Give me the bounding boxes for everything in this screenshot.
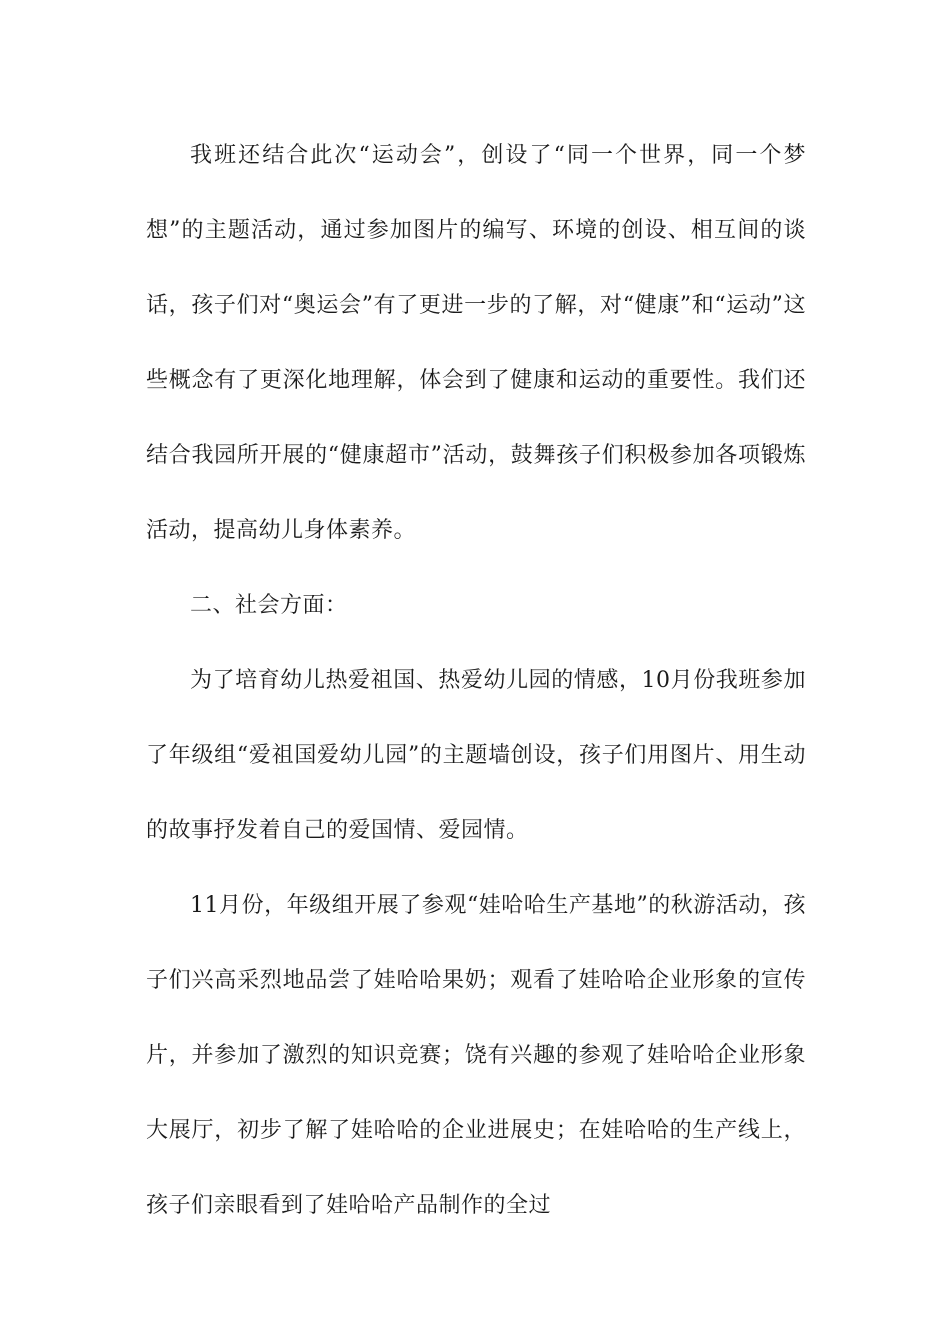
document-body [146,118,806,1243]
paragraph-wahaha-visit: 11月份，年级组开展了参观“娃哈哈生产基地”的秋游活动，孩子们兴高采烈地品尝了娃哈哈果奶；观看了娃哈哈企业形象的宣传片，并参加了激烈的知识竞赛；饶有兴趣的参观了娃哈哈企业形象大展厅，初步了解了娃哈哈的企业进展史；在娃哈哈的生产线上，孩子们亲眼看到了娃哈哈产品制作的全过 [146,893,806,1218]
paragraph-patriotism: 为了培育幼儿热爱祖国、热爱幼儿园的情感，10月份我班参加了年级组“爱祖国爱幼儿园”的主题墙创设，孩子们用图片、用生动的故事抒发着自己的爱国情、爱园情。 [146,668,806,843]
paragraph-sports-theme: 我班还结合此次“运动会”，创设了“同一个世界，同一个梦想”的主题活动，通过参加图片的编写、环境的创设、相互间的谈话，孩子们对“奥运会”有了更进一步的了解，对“健康”和“运动”这些概念有了更深化地理解，体会到了健康和运动的重要性。我们还结合我园所开展的“健康超市”活动，鼓舞孩子们积极参加各项锻炼活动，提高幼儿身体素养。 [146,143,806,543]
section-heading-social: 二、社会方面： [190,593,348,618]
